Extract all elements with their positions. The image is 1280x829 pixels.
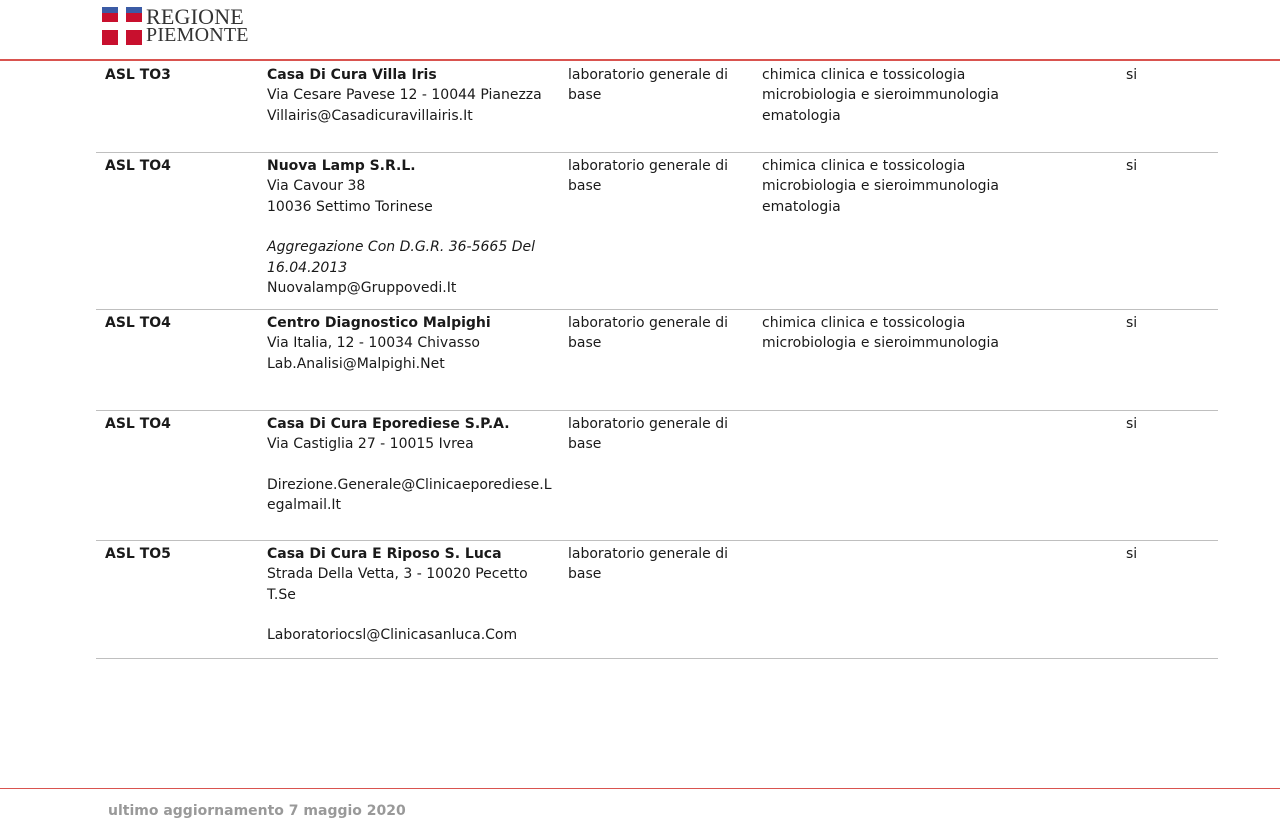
logo bbox=[102, 4, 249, 46]
piemonte-flag-icon bbox=[102, 7, 142, 45]
facility-cell bbox=[267, 313, 557, 374]
specialty-item: chimica clinica e tossicologia bbox=[762, 315, 966, 331]
table-row bbox=[96, 62, 1218, 153]
lab-type-cell bbox=[568, 156, 738, 197]
lab-type-line: laboratorio generale di bbox=[568, 67, 729, 83]
asl-cell: ASL TO5 bbox=[105, 546, 171, 562]
lab-type-line: laboratorio generale di bbox=[568, 546, 729, 562]
facility-email[interactable]: Villairis@Casadicuravillairis.It bbox=[267, 107, 473, 124]
facility-name: Nuova Lamp S.R.L. bbox=[267, 158, 416, 174]
specialties-cell bbox=[762, 65, 1082, 126]
lab-type-line: base bbox=[568, 436, 602, 453]
facility-address: Via Italia, 12 - 10034 Chivasso bbox=[267, 335, 480, 352]
last-updated-text: ultimo aggiornamento 7 maggio 2020 bbox=[108, 803, 406, 819]
facility-note: 16.04.2013 bbox=[267, 259, 348, 276]
table-row bbox=[96, 541, 1218, 659]
lab-type-cell bbox=[568, 544, 738, 585]
table-row bbox=[96, 310, 1218, 411]
logo-text bbox=[146, 4, 249, 46]
lab-type-cell bbox=[568, 313, 738, 354]
specialties-cell bbox=[762, 156, 1082, 217]
lab-type-line: laboratorio generale di bbox=[568, 158, 729, 174]
facility-cell bbox=[267, 65, 557, 126]
specialty-item: chimica clinica e tossicologia bbox=[762, 158, 966, 174]
asl-cell: ASL TO3 bbox=[105, 67, 171, 83]
asl-cell: ASL TO4 bbox=[105, 416, 171, 432]
facility-address: Via Castiglia 27 - 10015 Ivrea bbox=[267, 436, 474, 453]
header-divider bbox=[0, 59, 1280, 61]
facility-email[interactable]: Laboratoriocsl@Clinicasanluca.Com bbox=[267, 627, 518, 644]
asl-cell: ASL TO4 bbox=[105, 315, 171, 331]
lab-type-line: base bbox=[568, 178, 602, 195]
flag-cell: si bbox=[1126, 315, 1138, 331]
facility-name: Centro Diagnostico Malpighi bbox=[267, 315, 491, 331]
lab-type-line: laboratorio generale di bbox=[568, 315, 729, 331]
table-row bbox=[96, 411, 1218, 541]
facility-address: 10036 Settimo Torinese bbox=[267, 198, 433, 215]
specialty-item: microbiologia e sieroimmunologia bbox=[762, 87, 1000, 104]
specialty-item: ematologia bbox=[762, 107, 841, 124]
specialty-item: microbiologia e sieroimmunologia bbox=[762, 335, 1000, 352]
specialty-item: ematologia bbox=[762, 198, 841, 215]
flag-cell: si bbox=[1126, 67, 1138, 83]
lab-type-cell bbox=[568, 414, 738, 455]
facility-email[interactable]: Lab.Analisi@Malpighi.Net bbox=[267, 355, 445, 372]
lab-type-line: base bbox=[568, 335, 602, 352]
lab-type-line: base bbox=[568, 566, 602, 583]
footer-divider bbox=[0, 788, 1280, 789]
facility-name: Casa Di Cura E Riposo S. Luca bbox=[267, 546, 502, 562]
table-row bbox=[96, 153, 1218, 310]
lab-type-cell bbox=[568, 65, 738, 106]
specialty-item: microbiologia e sieroimmunologia bbox=[762, 178, 1000, 195]
logo-line2: PIEMONTE bbox=[146, 24, 249, 46]
lab-table bbox=[96, 62, 1218, 659]
flag-cell: si bbox=[1126, 158, 1138, 174]
facility-address: Via Cavour 38 bbox=[267, 178, 366, 195]
logo-line1: REGIONE bbox=[146, 4, 244, 29]
flag-cell: si bbox=[1126, 416, 1138, 432]
facility-address: Via Cesare Pavese 12 - 10044 Pianezza bbox=[267, 87, 542, 104]
facility-email[interactable]: Direzione.Generale@Clinicaeporediese.L bbox=[267, 476, 552, 493]
asl-cell: ASL TO4 bbox=[105, 158, 171, 174]
specialty-item: chimica clinica e tossicologia bbox=[762, 67, 966, 83]
facility-name: Casa Di Cura Villa Iris bbox=[267, 67, 437, 83]
facility-email[interactable]: egalmail.It bbox=[267, 497, 342, 514]
facility-cell bbox=[267, 544, 557, 646]
specialties-cell bbox=[762, 313, 1082, 354]
facility-address: Strada Della Vetta, 3 - 10020 Pecetto T.Se bbox=[267, 566, 528, 603]
lab-type-line: base bbox=[568, 87, 602, 104]
facility-note: Aggregazione Con D.G.R. 36-5665 Del bbox=[267, 239, 535, 256]
lab-type-line: laboratorio generale di bbox=[568, 416, 729, 432]
facility-email[interactable]: Nuovalamp@Gruppovedi.It bbox=[267, 280, 457, 297]
facility-cell bbox=[267, 414, 557, 516]
facility-name: Casa Di Cura Eporediese S.P.A. bbox=[267, 416, 510, 432]
facility-cell bbox=[267, 156, 557, 298]
flag-cell: si bbox=[1126, 546, 1138, 562]
